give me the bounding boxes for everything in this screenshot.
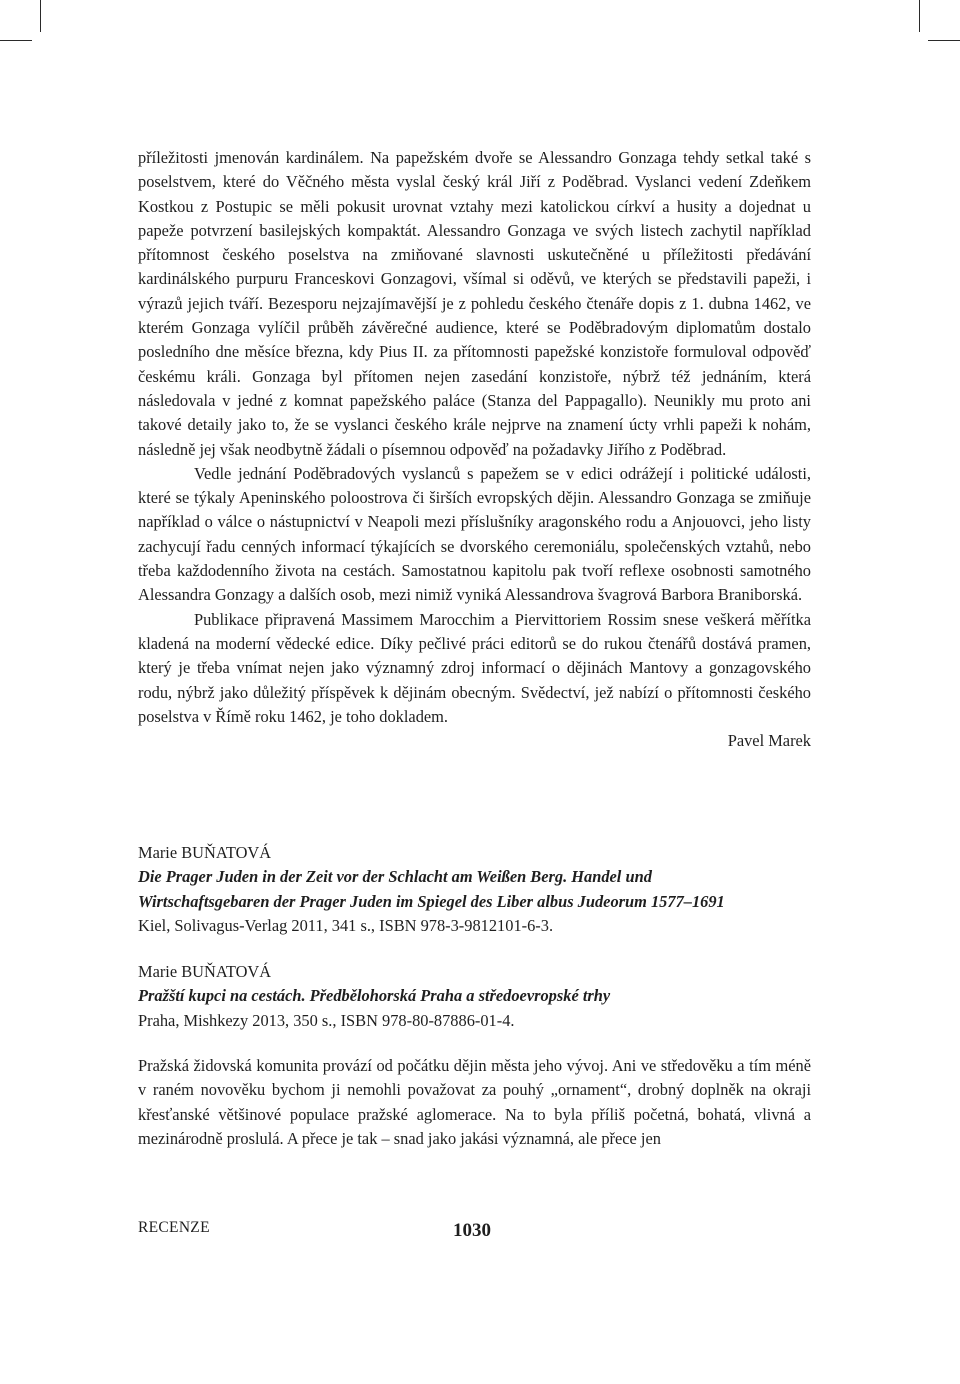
crop-mark (919, 0, 920, 32)
paragraph: příležitosti jmenován kardinálem. Na papežském dvoře se Alessandro Gonzaga tehdy setkal také s poselstvem, které do Věčného města vyslal český král Jiří z Poděbrad. Vyslanci vedení Zdeňkem Kostkou z Postupic se měli pokusit urovnat vztahy mezi katolickou církví a husity a dojednat u papeže potvrzení basilejských kompaktát. Alessandro Gonzaga ve svých listech zachytil například přítomnost českého poselstva na zmiňované slavnosti uskutečněné u příležitosti předávání kardinálského purpuru Franceskovi Gonzagovi, všímal si oděvů, ve kterých se představili papeži, i výrazů jejich tváří. Bezesporu nejzajímavější je z pohledu českého čtenáře dopis z 1. dubna 1462, ve kterém Gonzaga vylíčil průběh závěrečné audience, které se Poděbradovým diplomatům dostalo posledního dne měsíce března, kdy Pius II. za přítomnosti papežské konzistoře formuloval odpověď českému králi. Gonzaga byl přítomen nejen zasedání konzistoře, nýbrž též jednáním, která následovala v jedné z komnat papežského paláce (Stanza del Pappagallo). Neunikly mu proto ani takové detaily jako to, že se vyslanci českého krále nejprve na znamení úcty vrhli papeži k nohám, následně jej však neodbytně žádali o písemnou odpověď na požadavky Jiřího z Poděbrad. (138, 148, 811, 459)
review-text (138, 1054, 811, 1151)
book-title-line: Pražští kupci na cestách. Předbělohorská Praha a středoevropské trhy (138, 986, 611, 1006)
book-author: Marie BUŇATOVÁ (138, 962, 272, 981)
author-signature: Pavel Marek (727, 731, 811, 751)
bibliographic-entry (138, 841, 811, 938)
book-publication: Kiel, Solivagus-Verlag 2011, 341 s., ISBN 978-3-9812101-6-3. (138, 915, 554, 935)
crop-mark (928, 40, 960, 41)
book-author: Marie BUŇATOVÁ (138, 843, 272, 862)
paragraph: Vedle jednání Poděbradových vyslanců s papežem se v edici odrážejí i politické události, které se týkaly Apeninského poloostrova či širších evropských dějin. Alessandro Gonzaga se zmiňuje například o válce o nástupnictví v Neapoli mezi příslušníky aragonského rodu a Anjouovci, jeho listy zachycují řadu cenných informací týkajících se dvorského ceremoniálu, společenských vztahů, nebo třeba každodenního života na cestách. Samostatnou kapitolu pak tvoří reflexe osobnosti samotného Alessandra Gonzagy a dalších osob, mezi nimiž vyniká Alessandrova švagrová Barbora Braniborská. (138, 463, 811, 605)
book-title-line: Wirtschaftsgebaren der Prager Juden im Spiegel des Liber albus Judeorum 1577–1691 (138, 891, 725, 911)
crop-mark (40, 0, 41, 32)
crop-mark (0, 40, 32, 41)
paragraph: Pražská židovská komunita provází od počátku dějin města jeho vývoj. Ani ve středověku a tím méně v raném novověku bychom ji nemohli považovat za pouhý „ornament“, drobný doplněk na okraji křesťanské většinové populace pražské aglomerace. Na to byla příliš početná, bohatá, vlivná a mezinárodně proslulá. A přece je tak – snad jako jakási významná, ale přece jen (138, 1056, 811, 1148)
bibliographic-entry (138, 960, 811, 1033)
page-number: 1030 (453, 1220, 491, 1241)
paragraph: Publikace připravená Massimem Marocchim a Piervittoriem Rossim snese veškerá měřítka kladená na moderní vědecké edice. Díky pečlivé práci editorů se do rukou čtenářů dostává pramen, který je třeba vnímat nejen jako významný zdroj informací o dějinách Mantovy a gonzagovského rodu, nýbrž jako důležitý příspěvek k dějinám obecným. Svědectví, jež nabízí o přítomnosti českého poselstva v Římě roku 1462, je toho dokladem. (138, 609, 811, 726)
book-title-line: Die Prager Juden in der Zeit vor der Schlacht am Weißen Berg. Handel und (138, 867, 652, 887)
main-text (138, 146, 811, 753)
book-publication: Praha, Mishkezy 2013, 350 s., ISBN 978-80-87886-01-4. (138, 1010, 515, 1030)
section-label: RECENZE (138, 1219, 210, 1236)
